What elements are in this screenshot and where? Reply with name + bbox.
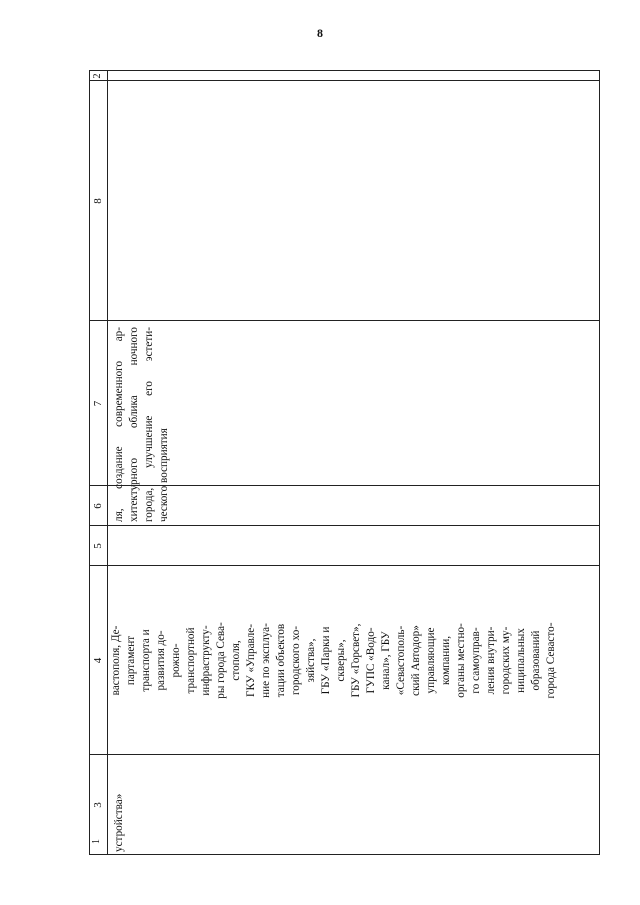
- page-number: 8: [317, 26, 323, 40]
- cell-col4-line: управляющие: [425, 627, 437, 694]
- cell-col4-line: тации объектов: [275, 623, 287, 698]
- cell-col7: [112, 321, 172, 526]
- cell-col4-line: ГБУ «Парки и: [320, 626, 332, 695]
- cell-col4-line: развития до-: [155, 630, 167, 691]
- cell-col7-line: ля, создание современного ар-: [113, 327, 125, 522]
- table-frame: [89, 70, 600, 855]
- cell-col4-line: канал», ГБУ: [380, 631, 392, 690]
- column-divider: [89, 70, 600, 71]
- column-number-6: 6: [92, 503, 104, 509]
- table-border-bottom: [599, 70, 600, 855]
- column-divider: [89, 80, 600, 81]
- column-number-5: 5: [92, 543, 104, 549]
- cell-col4-line: ниципальных: [515, 628, 527, 693]
- cell-col4-line: инфраструкту-: [200, 625, 212, 696]
- cell-col4-line: ры города Сева-: [215, 622, 227, 699]
- cell-col4-line: «Севастополь-: [395, 625, 407, 696]
- column-border-left: [89, 854, 600, 855]
- column-number-1: 1: [91, 839, 102, 844]
- cell-col4-line: города Севасто-: [545, 622, 557, 699]
- cell-col4-line: партамент: [125, 635, 137, 686]
- header-separator: [107, 70, 108, 855]
- cell-col4-line: вастополя, Де-: [110, 625, 122, 696]
- cell-col7-line: хитектурного облика ночного: [128, 327, 140, 522]
- column-number-4: 4: [92, 657, 104, 664]
- cell-col4-line: ГБУ «Горсвет»,: [350, 623, 362, 698]
- cell-col4-line: ский Автодор»: [410, 625, 422, 696]
- cell-col4-line: компании,: [440, 635, 452, 686]
- column-number-7: 7: [92, 400, 104, 407]
- cell-col4-line: ние по эксплуа-: [260, 623, 272, 698]
- cell-col4-line: образований: [530, 630, 542, 691]
- cell-col3: устройства»: [113, 793, 125, 852]
- cell-col4-line: скверы»,: [335, 639, 347, 682]
- cell-col4-line: рожно-: [170, 643, 182, 678]
- cell-col7-line: города, улучшение его эстети-: [143, 327, 155, 522]
- cell-col4-line: зяйства»,: [305, 638, 317, 683]
- cell-col4-line: ления внутри-: [485, 626, 497, 695]
- cell-col4-line: ГУПС «Водо-: [365, 627, 377, 694]
- cell-col4-line: органы местно-: [455, 623, 467, 698]
- column-number-3: 3: [92, 802, 104, 808]
- cell-col7-line: ческого восприятия: [158, 428, 170, 522]
- cell-col4-line: городского хо-: [290, 625, 302, 696]
- cell-col4: [109, 566, 559, 755]
- cell-col4-line: стополя,: [230, 640, 242, 681]
- cell-col4-line: ГКУ «Управле-: [245, 624, 257, 697]
- column-number-2: 2: [92, 73, 103, 79]
- cell-col4-line: го самоуправ-: [470, 627, 482, 694]
- column-number-8: 8: [92, 198, 104, 204]
- rotated-table: [89, 70, 600, 855]
- cell-col4-line: городских му-: [500, 626, 512, 695]
- cell-col4-line: транспорта и: [140, 629, 152, 692]
- cell-col4-line: транспортной: [185, 627, 197, 694]
